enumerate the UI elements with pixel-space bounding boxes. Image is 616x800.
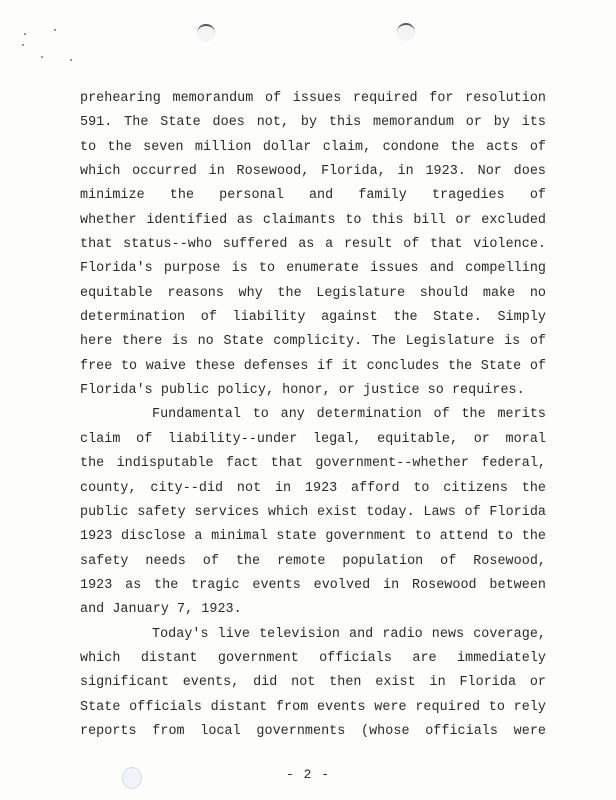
text-line: 591. The State does not, by this memorandum or by its	[80, 115, 546, 131]
punch-hole-left	[197, 24, 215, 42]
text-line: claim of liability--under legal, equitable, or moral	[80, 431, 546, 447]
text-line: which occurred in Rosewood, Florida, in 1923. Nor does	[80, 164, 546, 180]
text-line: county, city--did not in 1923 afford to citizens the	[80, 480, 546, 496]
paragraph-1	[80, 87, 546, 403]
text-line: whether identified as claimants to this bill or excluded	[80, 212, 546, 228]
paragraph-3	[80, 623, 546, 745]
speck	[24, 33, 26, 35]
text-line: 1923 disclose a minimal state government to attend to the	[80, 529, 546, 545]
text-line: which distant government officials are immediately	[80, 650, 546, 666]
paragraph-2	[80, 403, 546, 622]
text-line: free to waive these defenses if it concludes the State of	[80, 358, 546, 374]
text-line: equitable reasons why the Legislature should make no	[80, 285, 546, 301]
page-number: - 2 -	[285, 767, 330, 782]
text-line: State officials distant from events were required to rely	[80, 699, 546, 715]
speck	[41, 56, 43, 58]
text-line: 1923 as the tragic events evolved in Rosewood between	[80, 577, 546, 593]
text-line: determination of liability against the State. Simply	[80, 310, 546, 326]
document-body	[80, 87, 546, 744]
text-line: that status--who suffered as a result of that violence.	[80, 237, 546, 253]
text-line: Today's live television and radio news coverage,	[152, 626, 546, 642]
text-line: prehearing memorandum of issues required for resolution	[80, 91, 546, 106]
speck	[22, 44, 24, 46]
punch-hole-right	[397, 23, 415, 41]
text-line: Florida's public policy, honor, or justice so requires.	[80, 383, 525, 399]
text-line: minimize the personal and family tragedies of	[80, 188, 546, 204]
speck	[54, 29, 56, 31]
text-line: significant events, did not then exist in Florida or	[80, 675, 546, 691]
text-line: reports from local governments (whose officials were	[80, 723, 546, 739]
text-line: here there is no State complicity. The Legislature is of	[80, 334, 546, 350]
text-line: the indisputable fact that government--whether federal,	[80, 456, 546, 472]
speck	[70, 59, 72, 61]
text-line: to the seven million dollar claim, condone the acts of	[80, 139, 546, 155]
text-line: safety needs of the remote population of Rosewood,	[80, 553, 546, 569]
scan-specks	[20, 28, 80, 68]
text-line: public safety services which exist today. Laws of Florida	[80, 504, 546, 520]
text-line: Fundamental to any determination of the merits	[152, 407, 546, 423]
text-line: and January 7, 1923.	[80, 602, 242, 618]
text-line: Florida's purpose is to enumerate issues and compelling	[80, 261, 546, 277]
